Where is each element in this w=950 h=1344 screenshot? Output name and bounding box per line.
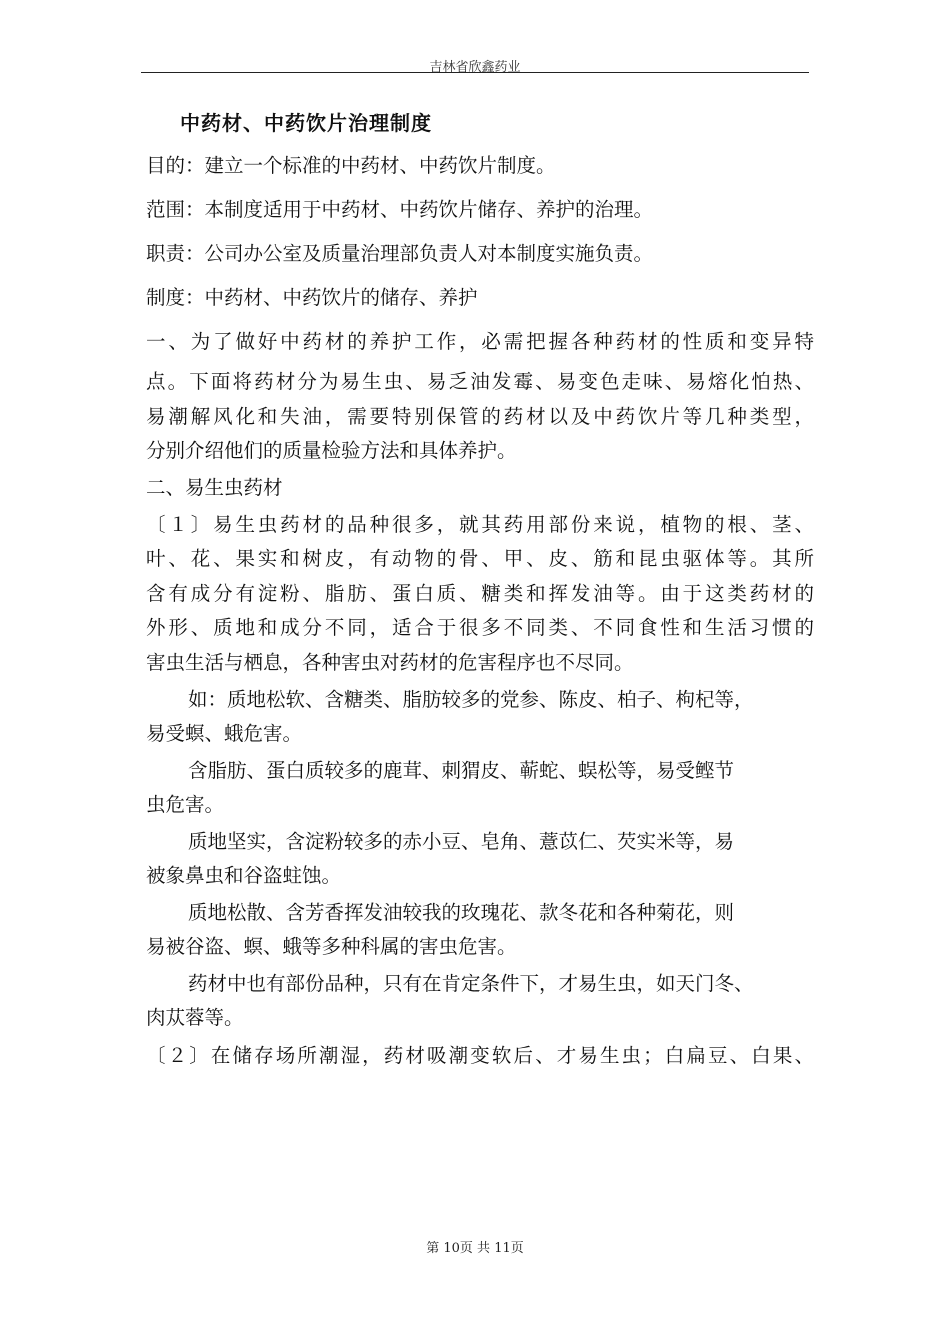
paragraph-line: 害虫生活与栖息，各种害虫对药材的危害程序也不尽同。 — [146, 651, 634, 674]
paragraph-line: 药材中也有部份品种，只有在肯定条件下，才易生虫，如天门冬、 — [188, 972, 754, 995]
scope-line: 范围：本制度适用于中药材、中药饮片储存、养护的治理。 — [146, 198, 654, 221]
paragraph-line: 易潮解风化和失油，需要特别保管的药材以及中药饮片等几种类型， — [146, 405, 814, 428]
header-divider — [141, 72, 809, 73]
paragraph-line: 如：质地松软、含糖类、脂肪较多的党参、陈皮、柏子、枸杞等， — [188, 688, 754, 711]
page-header: 吉林省欣鑫药业 — [429, 60, 521, 75]
paragraph-line: 质地松散、含芳香挥发油较我的玫瑰花、款冬花和各种菊花，则 — [188, 901, 735, 924]
responsibility-line: 职责：公司办公室及质量治理部负责人对本制度实施负责。 — [146, 242, 654, 265]
policy-line: 制度：中药材、中药饮片的储存、养护 — [146, 286, 478, 309]
paragraph-line: 分别介绍他们的质量检验方法和具体养护。 — [146, 439, 517, 462]
paragraph-line: 质地坚实，含淀粉较多的赤小豆、皂角、薏苡仁、芡实米等，易 — [188, 830, 735, 853]
purpose-line: 目的：建立一个标准的中药材、中药饮片制度。 — [146, 154, 556, 177]
paragraph-line: 易受螟、蛾危害。 — [146, 722, 303, 745]
paragraph-line: 被象鼻虫和谷盗蛀蚀。 — [146, 864, 342, 887]
page-footer: 第 10页 共 11页 — [426, 1241, 524, 1256]
paragraph-line: 〔２〕在储存场所潮湿，药材吸潮变软后、才易生虫；白扁豆、白果、 — [146, 1044, 814, 1067]
paragraph-line: 点。下面将药材分为易生虫、易乏油发霉、易变色走味、易熔化怕热、 — [146, 370, 814, 393]
paragraph-line: 虫危害。 — [146, 793, 225, 816]
paragraph-line: 叶、花、果实和树皮，有动物的骨、甲、皮、筋和昆虫驱体等。其所 — [146, 547, 814, 570]
paragraph-line: 易被谷盗、螟、蛾等多种科属的害虫危害。 — [146, 935, 517, 958]
paragraph-line: 含脂肪、蛋白质较多的鹿茸、刺猬皮、蕲蛇、蜈松等，易受鲣节 — [188, 759, 735, 782]
paragraph-line: 一、为了做好中药材的养护工作，必需把握各种药材的性质和变异特 — [146, 330, 814, 353]
paragraph-line: 〔１〕易生虫药材的品种很多，就其药用部份来说，植物的根、茎、 — [146, 513, 814, 536]
paragraph-line: 含有成分有淀粉、脂肪、蛋白质、糖类和挥发油等。由于这类药材的 — [146, 582, 814, 605]
paragraph-line: 外形、质地和成分不同，适合于很多不同类、不同食性和生活习惯的 — [146, 616, 814, 639]
document-title: 中药材、中药饮片治理制度 — [180, 111, 432, 135]
paragraph-line: 肉苁蓉等。 — [146, 1006, 244, 1029]
section-heading: 二、易生虫药材 — [146, 476, 283, 499]
